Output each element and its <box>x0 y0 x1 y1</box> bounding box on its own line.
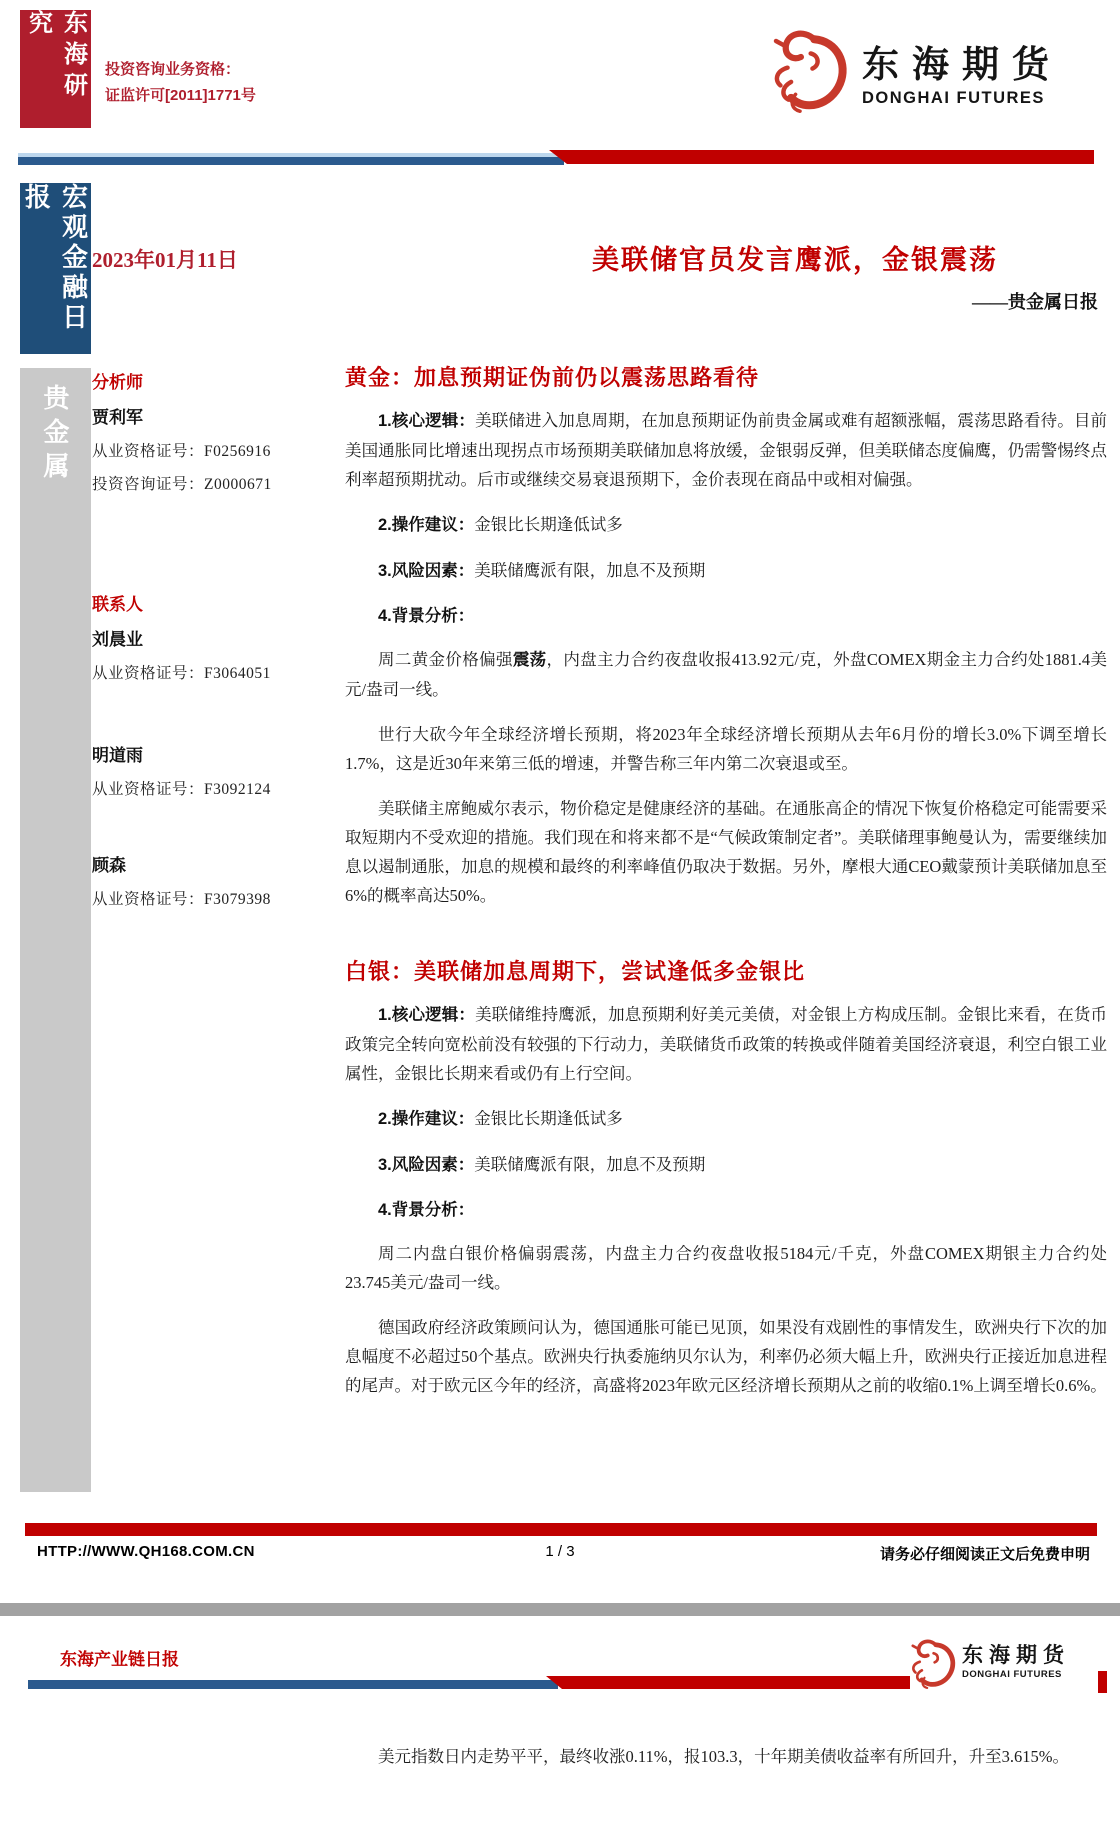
analyst-name: 贾利军 <box>92 408 143 427</box>
spacer <box>92 494 337 590</box>
footer-disclaimer: 请务必仔细阅读正文后免费申明 <box>879 1546 1090 1563</box>
contact-qualification: 从业资格证号：F3079398 <box>92 891 271 908</box>
contact-name: 明道雨 <box>92 746 143 765</box>
page2-divider-navy <box>28 1680 558 1689</box>
header-divider-navy <box>18 157 564 165</box>
gold-background-2: 世行大砍今年全球经济增长预期，将2023年全球经济增长预期从去年6月份的增长3.0%下调至增长1.7%，这是近30年来第三低的增速，并警告称三年内第二次衰退或至。 <box>345 725 1107 773</box>
gold-bg1-bold: 震荡 <box>512 651 547 669</box>
header-divider-red <box>549 150 1094 164</box>
silver-advice-label: 2.操作建议： <box>378 1110 475 1128</box>
gold-core-logic <box>345 406 1107 494</box>
page2-divider-red <box>546 1676 910 1689</box>
gold-core-label: 1.核心逻辑： <box>378 412 476 430</box>
spacer <box>92 799 337 841</box>
qualification-line2: 证监许可[2011]1771号 <box>105 87 256 104</box>
contact-qualification: 从业资格证号：F3092124 <box>92 781 271 798</box>
qualification-text <box>105 57 256 109</box>
sidebar-subcategory-tab <box>20 368 91 1492</box>
silver-risk-text: 美联储鹰派有限，加息不及预期 <box>474 1155 706 1174</box>
page2-paragraph: 美元指数日内走势平平，最终收涨0.11%，报103.3，十年期美债收益率有所回升，升至3.615%。 <box>378 1747 1070 1766</box>
gold-section-heading: 黄金：加息预期证伪前仍以震荡思路看待 <box>345 365 760 390</box>
logo-name-cn: 东海期货 <box>862 45 1062 86</box>
qualification-line1: 投资咨询业务资格： <box>105 61 241 78</box>
team-column <box>92 368 337 909</box>
report-title: 美联储官员发言鹰派，金银震荡 <box>592 245 998 275</box>
sidebar-subcategory-label: 贵金属 <box>40 384 70 486</box>
gold-risk-text: 美联储鹰派有限，加息不及预期 <box>474 561 706 580</box>
logo-red-square <box>1098 1671 1107 1693</box>
gold-risk-label: 3.风险因素： <box>378 562 475 580</box>
dragon-icon <box>908 1637 956 1693</box>
silver-core-label: 1.核心逻辑： <box>378 1006 476 1024</box>
gold-bg1-pre: 周二黄金价格偏强 <box>378 650 513 669</box>
contact-qualification: 从业资格证号：F3064051 <box>92 665 271 682</box>
report-date: 2023年01月11日 <box>92 248 238 272</box>
silver-section-heading: 白银：美联储加息周期下，尝试逢低多金银比 <box>345 959 806 984</box>
silver-background-1: 周二内盘白银价格偏弱震荡，内盘主力合约夜盘收报5184元/千克，外盘COMEX期银主力合约处23.745美元/盎司一线。 <box>345 1244 1107 1292</box>
analyst-qualification: 从业资格证号：F0256916 <box>92 443 271 460</box>
analyst-label: 分析师 <box>92 373 143 392</box>
contact-label: 联系人 <box>92 595 143 614</box>
silver-risk-label: 3.风险因素： <box>378 1156 475 1174</box>
footer-row <box>0 1543 1120 1567</box>
gold-bg1-post: ，内盘主力合约夜盘收报413.92元/克，外盘COMEX期金主力合约处1881.4美元/盎司一线。 <box>345 650 1108 699</box>
footer-red-bar <box>25 1523 1097 1536</box>
dragon-icon <box>768 26 848 120</box>
contact-name: 刘晨业 <box>92 630 143 649</box>
gold-background-label: 4.背景分析： <box>378 607 475 625</box>
company-logo-small <box>908 1637 1070 1693</box>
gold-background-3: 美联储主席鲍威尔表示，物价稳定是健康经济的基础。在通胀高企的情况下恢复价格稳定可能需要采取短期内不受欢迎的措施。我们现在和将来都不是“气候政策制定者”。美联储理事鲍曼认为，需要继续加息以遏制通胀，加息的规模和最终的利率峰值仍取决于数据。另外，摩根大通CEO戴蒙预计美联储加息至6%的概率高达50%。 <box>345 799 1107 905</box>
silver-core-logic <box>345 1000 1107 1088</box>
gold-advice-text: 金银比长期逢低试多 <box>474 515 623 534</box>
silver-advice <box>345 1104 1107 1134</box>
sidebar-category-tab <box>20 183 91 354</box>
logo-name-en: DONGHAI FUTURES <box>962 1669 1062 1680</box>
gold-core-text: 美联储进入加息周期，在加息预期证伪前贵金属或难有超额涨幅，震荡思路看待。目前美国通胀同比增速出现拐点市场预期美联储加息将放缓，金银弱反弹，但美联储态度偏鹰，仍需警惕终点利率超预期扰动。后市或继续交易衰退预期下，金价表现在商品中或相对偏强。 <box>345 411 1107 489</box>
research-badge <box>20 10 91 128</box>
research-badge-label: 东海研究 <box>24 10 86 103</box>
sidebar-category-label: 宏观金融日报 <box>21 183 89 333</box>
silver-core-text: 美联储维持鹰派，加息预期利好美元美债，对金银上方构成压制。金银比来看，在货币政策完全转向宽松前没有较强的下行动力，美联储货币政策的转换或伴随着美国经济衰退，利空白银工业属性，金银比长期来看或仍有上行空间。 <box>345 1005 1107 1083</box>
logo-name-cn: 东海期货 <box>962 1643 1070 1667</box>
spacer <box>92 683 337 731</box>
footer-page-number: 1 / 3 <box>545 1543 575 1560</box>
logo-text <box>962 1637 1070 1680</box>
logo-text <box>862 26 1062 108</box>
gold-background-1 <box>345 645 1107 704</box>
silver-background-2: 德国政府经济政策顾问认为，德国通胀可能已见顶，如果没有戏剧性的事情发生，欧洲央行下次的加息幅度不必超过50个基点。欧洲央行执委施纳贝尔认为，利率仍必须大幅上升，欧洲央行正接近加息进程的尾声。对于欧元区今年的经济，高盛将2023年欧元区经济增长预期从之前的收缩0.1%上调至增长0.6%。 <box>345 1318 1107 1395</box>
gold-risk <box>345 556 1107 586</box>
gold-advice-label: 2.操作建议： <box>378 516 475 534</box>
silver-risk <box>345 1150 1107 1180</box>
report-subtitle: ——贵金属日报 <box>972 292 1098 312</box>
contact-name: 顾森 <box>92 856 126 875</box>
page2-heading: 东海产业链日报 <box>60 1650 179 1669</box>
company-logo <box>768 26 1062 120</box>
footer-url: HTTP://WWW.QH168.COM.CN <box>37 1543 255 1560</box>
gold-advice <box>345 510 1107 540</box>
page-separator-bar <box>0 1603 1120 1616</box>
analyst-advisory: 投资咨询证号：Z0000671 <box>92 476 272 493</box>
silver-advice-text: 金银比长期逢低试多 <box>474 1109 623 1128</box>
report-body <box>345 362 1107 1400</box>
silver-background-label: 4.背景分析： <box>378 1201 475 1219</box>
logo-name-en: DONGHAI FUTURES <box>862 89 1045 107</box>
